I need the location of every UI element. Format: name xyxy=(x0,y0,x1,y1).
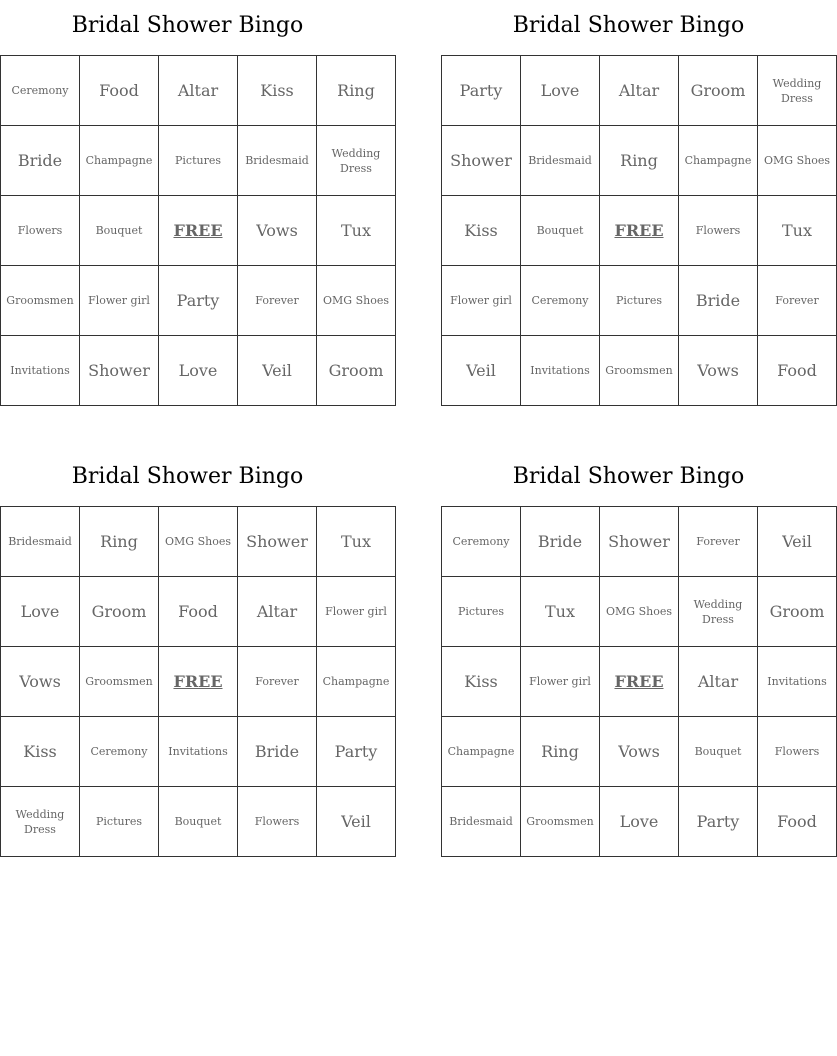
bingo-cell: Shower xyxy=(442,126,521,196)
bingo-cell: Kiss xyxy=(238,56,317,126)
bingo-cell: Altar xyxy=(159,56,238,126)
bingo-grid xyxy=(441,506,837,857)
bingo-cell: Bridesmaid xyxy=(442,787,521,857)
bingo-cell: Vows xyxy=(1,647,80,717)
bingo-cell: Flowers xyxy=(238,787,317,857)
bingo-cell: Flower girl xyxy=(317,577,396,647)
bingo-cell: Veil xyxy=(317,787,396,857)
bingo-row xyxy=(1,266,396,336)
bingo-card-1 xyxy=(0,0,389,406)
bingo-row xyxy=(1,577,396,647)
bingo-row xyxy=(442,196,837,266)
bingo-row xyxy=(442,507,837,577)
bingo-cell: Ceremony xyxy=(521,266,600,336)
bingo-cell: Bouquet xyxy=(521,196,600,266)
bingo-cell: Flowers xyxy=(679,196,758,266)
bingo-cell: Kiss xyxy=(442,196,521,266)
bingo-cell: Vows xyxy=(679,336,758,406)
bingo-cell: Pictures xyxy=(600,266,679,336)
bingo-cell: Champagne xyxy=(80,126,159,196)
bingo-row xyxy=(442,266,837,336)
bingo-cell: Kiss xyxy=(442,647,521,717)
bingo-row xyxy=(442,647,837,717)
bingo-cell: Champagne xyxy=(442,717,521,787)
bingo-cell: Forever xyxy=(679,507,758,577)
bingo-cell: OMG Shoes xyxy=(317,266,396,336)
bingo-cell: Altar xyxy=(600,56,679,126)
bingo-cell: Invitations xyxy=(521,336,600,406)
card-title: Bridal Shower Bingo xyxy=(512,13,745,38)
bingo-cell: Invitations xyxy=(1,336,80,406)
bingo-cell: Forever xyxy=(238,266,317,336)
bingo-card-4 xyxy=(441,451,827,857)
bingo-cell: Wedding Dress xyxy=(1,787,80,857)
bingo-cell: Flowers xyxy=(758,717,837,787)
bingo-cell: Bride xyxy=(679,266,758,336)
bingo-row xyxy=(442,336,837,406)
bingo-cell: Flower girl xyxy=(80,266,159,336)
bingo-cell: Veil xyxy=(758,507,837,577)
card-title: Bridal Shower Bingo xyxy=(71,13,304,38)
bingo-cell: Pictures xyxy=(80,787,159,857)
bingo-cell: OMG Shoes xyxy=(159,507,238,577)
bingo-cell: OMG Shoes xyxy=(758,126,837,196)
bingo-row xyxy=(1,336,396,406)
bingo-row xyxy=(442,577,837,647)
bingo-cell: Vows xyxy=(238,196,317,266)
bingo-row xyxy=(442,126,837,196)
bingo-cell: Shower xyxy=(600,507,679,577)
bingo-cell: Party xyxy=(159,266,238,336)
bingo-cell: Veil xyxy=(442,336,521,406)
bingo-row xyxy=(442,56,837,126)
bingo-cell: Pictures xyxy=(442,577,521,647)
bingo-cell: Ceremony xyxy=(1,56,80,126)
bingo-cell: Tux xyxy=(758,196,837,266)
bingo-cell: Champagne xyxy=(679,126,758,196)
bingo-cell: Party xyxy=(442,56,521,126)
bingo-cell: Wedding Dress xyxy=(679,577,758,647)
free-space: FREE xyxy=(600,196,679,266)
bingo-cell: Flower girl xyxy=(442,266,521,336)
bingo-cell: Ring xyxy=(317,56,396,126)
bingo-cell: Ring xyxy=(80,507,159,577)
bingo-row xyxy=(1,56,396,126)
bingo-cell: Bouquet xyxy=(679,717,758,787)
bingo-cell: Bride xyxy=(521,507,600,577)
bingo-cell: Groom xyxy=(317,336,396,406)
bingo-cell: Groomsmen xyxy=(521,787,600,857)
bingo-cell: Party xyxy=(679,787,758,857)
bingo-cell: Flower girl xyxy=(521,647,600,717)
bingo-cell: Food xyxy=(80,56,159,126)
bingo-cell: Shower xyxy=(80,336,159,406)
free-space: FREE xyxy=(159,196,238,266)
free-space: FREE xyxy=(159,647,238,717)
bingo-cell: OMG Shoes xyxy=(600,577,679,647)
bingo-cell: Wedding Dress xyxy=(758,56,837,126)
bingo-cell: Invitations xyxy=(159,717,238,787)
bingo-row xyxy=(442,787,837,857)
bingo-cell: Tux xyxy=(317,196,396,266)
bingo-row xyxy=(1,717,396,787)
bingo-row xyxy=(1,787,396,857)
bingo-cell: Flowers xyxy=(1,196,80,266)
bingo-cell: Love xyxy=(1,577,80,647)
bingo-cell: Groomsmen xyxy=(1,266,80,336)
bingo-row xyxy=(1,196,396,266)
bingo-cell: Bridesmaid xyxy=(1,507,80,577)
card-title: Bridal Shower Bingo xyxy=(71,464,304,489)
bingo-cell: Love xyxy=(159,336,238,406)
bingo-row xyxy=(442,717,837,787)
bingo-cell: Love xyxy=(521,56,600,126)
bingo-cell: Altar xyxy=(679,647,758,717)
bingo-cell: Bride xyxy=(238,717,317,787)
bingo-row xyxy=(1,647,396,717)
bingo-cell: Forever xyxy=(758,266,837,336)
bingo-cell: Tux xyxy=(317,507,396,577)
free-space: FREE xyxy=(600,647,679,717)
bingo-cell: Party xyxy=(317,717,396,787)
bingo-cell: Love xyxy=(600,787,679,857)
bingo-card-3 xyxy=(0,451,390,857)
bingo-cell: Shower xyxy=(238,507,317,577)
bingo-card-2 xyxy=(441,0,830,406)
bingo-cell: Groom xyxy=(679,56,758,126)
bingo-cell: Ceremony xyxy=(442,507,521,577)
bingo-cell: Ceremony xyxy=(80,717,159,787)
bingo-grid xyxy=(0,506,396,857)
bingo-cell: Champagne xyxy=(317,647,396,717)
bingo-cell: Groom xyxy=(758,577,837,647)
bingo-cell: Ring xyxy=(600,126,679,196)
bingo-cell: Ring xyxy=(521,717,600,787)
bingo-cell: Bouquet xyxy=(159,787,238,857)
bingo-cell: Bride xyxy=(1,126,80,196)
bingo-row xyxy=(1,126,396,196)
bingo-cell: Pictures xyxy=(159,126,238,196)
bingo-cell: Food xyxy=(758,787,837,857)
bingo-cell: Invitations xyxy=(758,647,837,717)
bingo-cell: Forever xyxy=(238,647,317,717)
bingo-cell: Bridesmaid xyxy=(238,126,317,196)
bingo-cell: Veil xyxy=(238,336,317,406)
bingo-cell: Tux xyxy=(521,577,600,647)
bingo-grid xyxy=(0,55,396,406)
bingo-row xyxy=(1,507,396,577)
bingo-grid xyxy=(441,55,837,406)
bingo-cell: Vows xyxy=(600,717,679,787)
bingo-cell: Food xyxy=(159,577,238,647)
bingo-cell: Groomsmen xyxy=(600,336,679,406)
bingo-cell: Kiss xyxy=(1,717,80,787)
bingo-cell: Food xyxy=(758,336,837,406)
card-title: Bridal Shower Bingo xyxy=(512,464,745,489)
bingo-cell: Altar xyxy=(238,577,317,647)
bingo-cell: Wedding Dress xyxy=(317,126,396,196)
bingo-cell: Groom xyxy=(80,577,159,647)
bingo-cell: Bouquet xyxy=(80,196,159,266)
bingo-cell: Groomsmen xyxy=(80,647,159,717)
bingo-cell: Bridesmaid xyxy=(521,126,600,196)
